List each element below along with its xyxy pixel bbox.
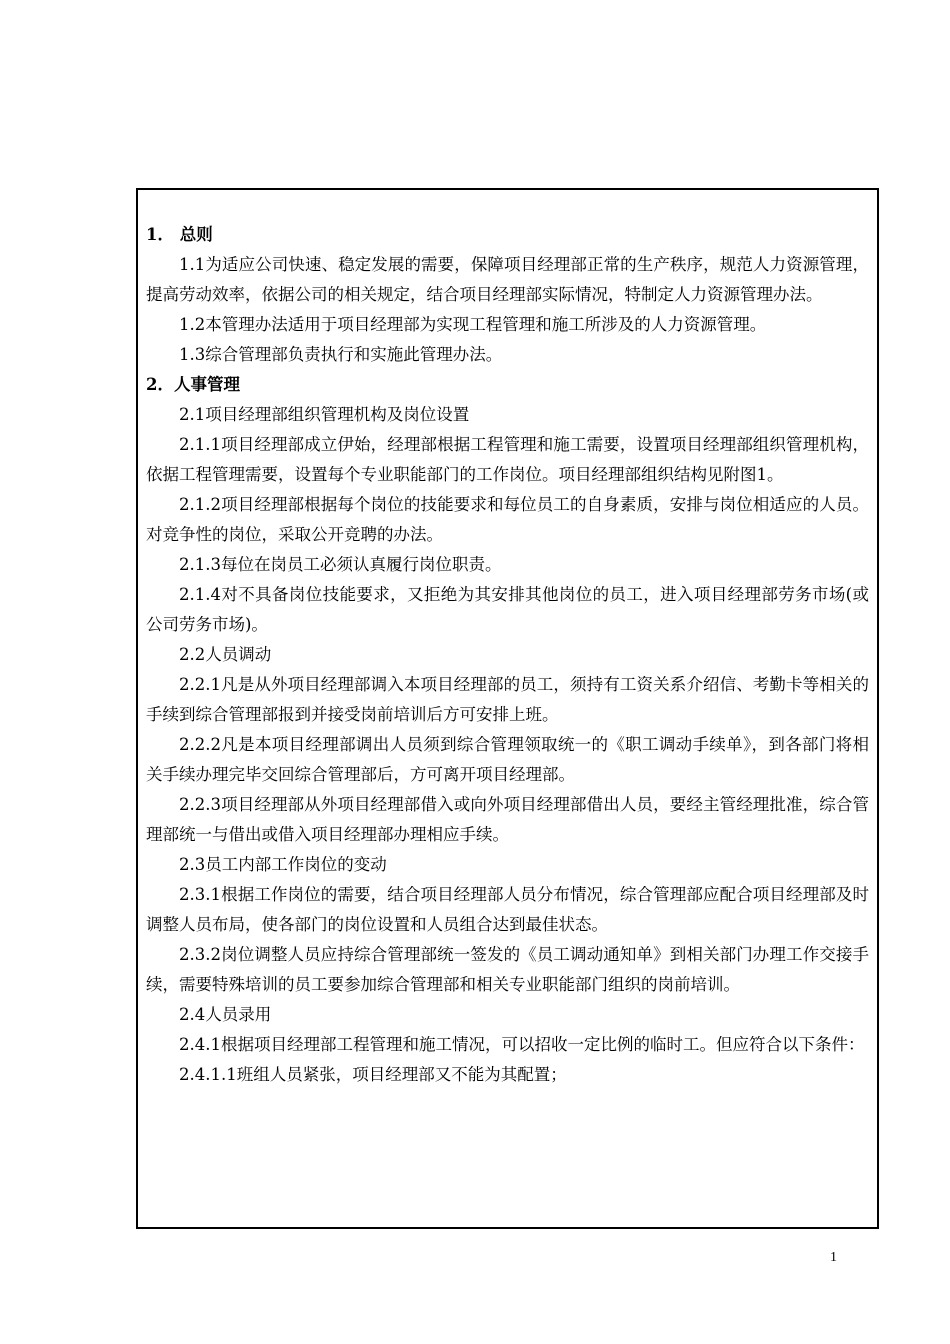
paragraph-2-1: 2.1项目经理部组织管理机构及岗位设置 (179, 405, 470, 424)
paragraph-2-3-1: 2.3.1根据工作岗位的需要，结合项目经理部人员分布情况，综合管理部应配合项目经理部及时调整人员布局，使各部门的岗位设置和人员组合达到最佳状态。 (146, 885, 869, 934)
paragraph-1-3: 1.3综合管理部负责执行和实施此管理办法。 (179, 345, 503, 364)
page-number: 1 (830, 1250, 837, 1265)
paragraph-1-1: 1.1为适应公司快速、稳定发展的需要，保障项目经理部正常的生产秩序，规范人力资源管理，提高劳动效率，依据公司的相关规定，结合项目经理部实际情况，特制定人力资源管理办法。 (146, 255, 869, 304)
paragraph-2-2: 2.2人员调动 (179, 645, 272, 664)
paragraph-1-2: 1.2本管理办法适用于项目经理部为实现工程管理和施工所涉及的人力资源管理。 (179, 315, 767, 334)
paragraph-2-2-2: 2.2.2凡是本项目经理部调出人员须到综合管理领取统一的《职工调动手续单》，到各部门将相关手续办理完毕交回综合管理部后，方可离开项目经理部。 (146, 735, 869, 784)
section-heading-personnel: 2．人事管理 (146, 375, 240, 394)
paragraph-2-4-1: 2.4.1根据项目经理部工程管理和施工情况，可以招收一定比例的临时工。但应符合以下条件： (179, 1035, 865, 1054)
paragraph-2-1-2: 2.1.2项目经理部根据每个岗位的技能要求和每位员工的自身素质，安排与岗位相适应的人员。对竞争性的岗位，采取公开竞聘的办法。 (146, 495, 869, 544)
paragraph-2-2-3: 2.2.3项目经理部从外项目经理部借入或向外项目经理部借出人员，要经主管经理批准，综合管理部统一与借出或借入项目经理部办理相应手续。 (146, 795, 869, 844)
paragraph-2-1-3: 2.1.3每位在岗员工必须认真履行岗位职责。 (179, 555, 502, 574)
paragraph-2-1-4: 2.1.4对不具备岗位技能要求，又拒绝为其安排其他岗位的员工，进入项目经理部劳务市场(或公司劳务市场)。 (146, 585, 869, 634)
paragraph-2-2-1: 2.2.1凡是从外项目经理部调入本项目经理部的员工，须持有工资关系介绍信、考勤卡等相关的手续到综合管理部报到并接受岗前培训后方可安排上班。 (146, 675, 869, 724)
paragraph-2-3: 2.3员工内部工作岗位的变动 (179, 855, 387, 874)
document-body (146, 220, 869, 1090)
document-frame (136, 188, 879, 1229)
paragraph-2-3-2: 2.3.2岗位调整人员应持综合管理部统一签发的《员工调动通知单》到相关部门办理工作交接手续，需要特殊培训的员工要参加综合管理部和相关专业职能部门组织的岗前培训。 (146, 945, 869, 994)
paragraph-2-4: 2.4人员录用 (179, 1005, 272, 1024)
section-heading-general: 1． 总则 (146, 225, 213, 244)
paragraph-2-1-1: 2.1.1项目经理部成立伊始，经理部根据工程管理和施工需要，设置项目经理部组织管理机构，依据工程管理需要，设置每个专业职能部门的工作岗位。项目经理部组织结构见附图1。 (146, 435, 869, 484)
paragraph-2-4-1-1: 2.4.1.1班组人员紧张，项目经理部又不能为其配置； (179, 1065, 567, 1084)
